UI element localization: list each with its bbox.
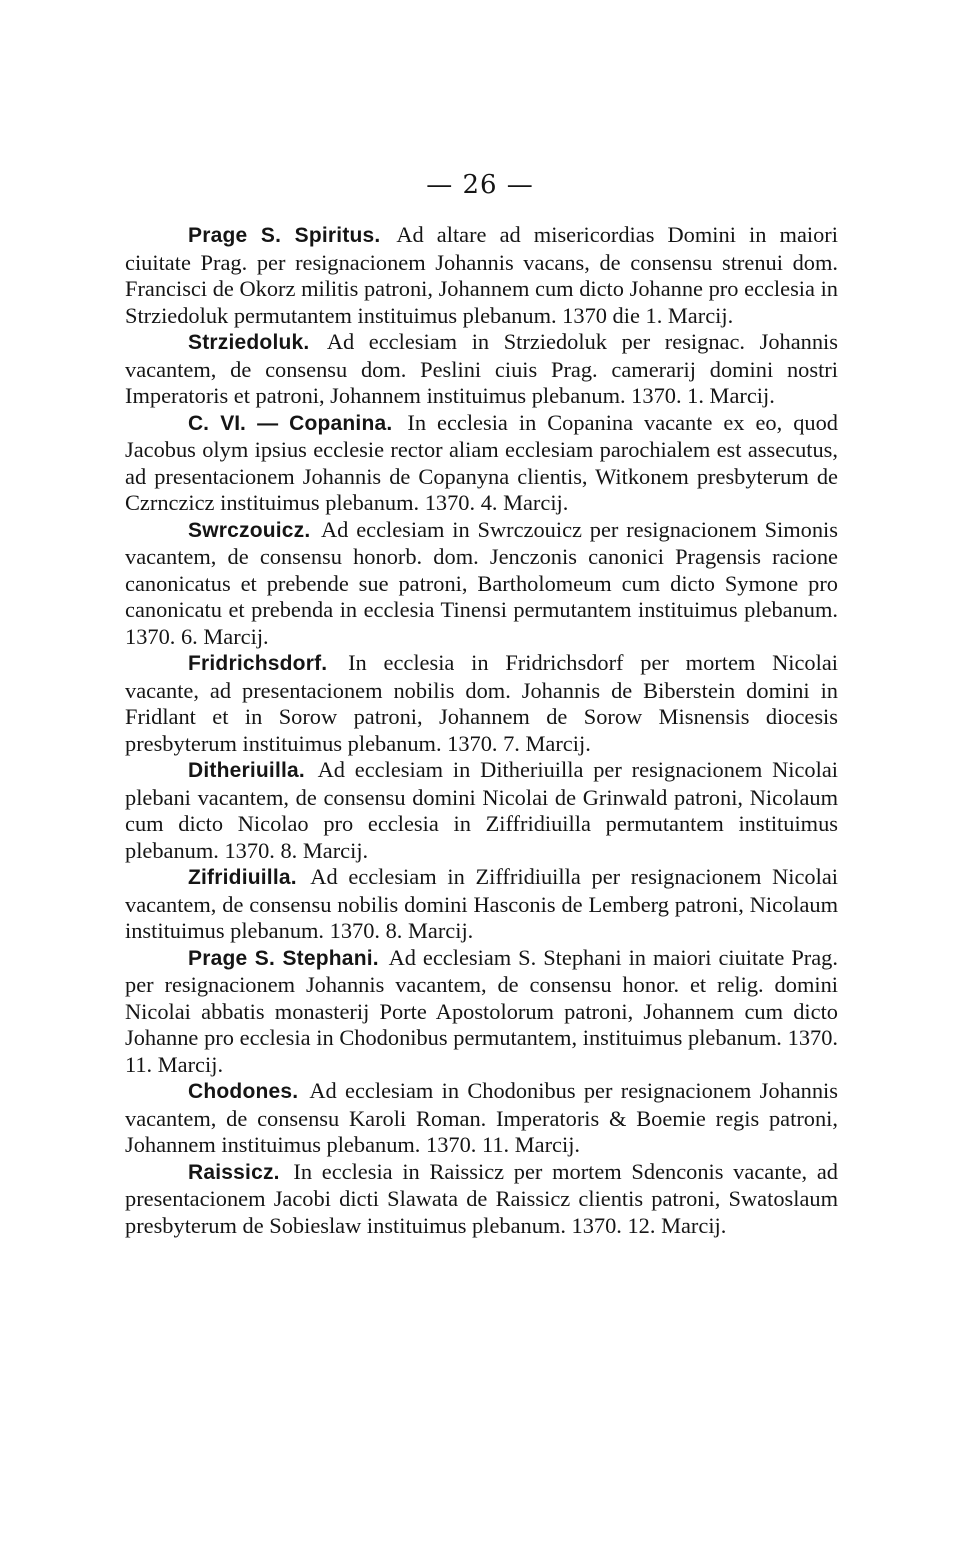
entry-heading: Prage S. Stephani.: [188, 946, 379, 970]
entry-text: Ad ecclesiam in Ziffridiuilla per resignacionem Nicolai vacantem, de consensu nobilis domini Hasconis de Lemberg patroni, Nicolaum instituimus plebanum. 1370. 8. Marcij.: [125, 864, 838, 943]
entry-text: Ad ecclesiam S. Stephani in maiori ciuitate Prag. per resignacionem Johannis vacantem, de consensu honor. et relig. domini Nicolai abbatis monasterij Porte Apostolorum patroni, Johannem cum dicto Johanne pro ecclesia in Chodonibus permutantem, instituimus plebanum. 1370. 11. Marcij.: [125, 944, 838, 1077]
entry-heading: Swrczouicz.: [188, 518, 311, 542]
entry-heading: Prage S. Spiritus.: [188, 224, 381, 247]
entry-swrczouicz: [125, 517, 838, 651]
entry-copanina: [125, 410, 838, 517]
entry-text: Ad ecclesiam in Chodonibus per resignacionem Johannis vacantem, de consensu Karoli Roman. Imperatoris & Boemie regis patroni, Johannem instituimus plebanum. 1370. 11. Marcij.: [125, 1078, 838, 1157]
page-number: — 26 —: [426, 170, 534, 200]
entry-fridrichsdorf: [125, 650, 838, 757]
entry-prage-s-spiritus: [125, 222, 838, 329]
entry-ditheriuilla: [125, 757, 838, 864]
entry-zifridiuilla: [125, 864, 838, 945]
entry-text: In ecclesia in Raissicz per mortem Sdenconis vacante, ad presentacionem Jacobi dicti Slawata de Raissicz clientis patroni, Swatoslaum presbyterum de Sobieslaw instituimus plebanum. 1370. 12. Marcij.: [125, 1158, 838, 1238]
entry-text: In ecclesia in Fridrichsdorf per mortem Nicolai vacante, ad presentacionem nobilis dom. Johannis de Biberstein domini in Fridlant et in Sorow patroni, Johannem de Sorow Misnensis diocesis presbyterum instituimus plebanum. 1370. 7. Marcij.: [125, 650, 838, 756]
entry-heading: Copanina.: [289, 411, 393, 435]
entry-heading: Ditheriuilla.: [188, 759, 305, 782]
document-body: [125, 222, 838, 1239]
entry-raissicz: [125, 1159, 838, 1240]
entry-heading: Chodones.: [188, 1080, 299, 1103]
entry-prage-s-stephani: [125, 945, 838, 1079]
entry-chodones: [125, 1078, 838, 1159]
entry-text: In ecclesia in Copanina vacante ex eo, quod Jacobus olym ipsius ecclesie rector aliam ecclesiam parochialem est assecutus, ad presentacionem Johannis de Copanyna clientis, Witkonem presbyterum de Czrnczicz instituimus plebanum. 1370. 4. Marcij.: [125, 409, 838, 515]
entry-text: Ad ecclesiam in Ditheriuilla per resignacionem Nicolai plebani vacantem, de consensu domini Nicolai de Grinwald patroni, Nicolaum cum dicto Nicolao pro ecclesia in Ziffridiuilla permutantem instituimus plebanum. 1370. 8. Marcij.: [125, 757, 838, 863]
entry-strziedoluk: [125, 329, 838, 410]
entry-heading: Fridrichsdorf.: [188, 652, 328, 675]
chapter-marker: C. VI. —: [188, 411, 279, 435]
entry-heading: Raissicz.: [188, 1160, 280, 1184]
entry-text: Ad ecclesiam in Strziedoluk per resignac. Johannis vacantem, de consensu dom. Peslini ciuis Prag. camerarij domini nostri Imperatoris et patroni, Johannem instituimus plebanum. 1370. 1. Marcij.: [125, 329, 838, 408]
entry-heading: Strziedoluk.: [188, 331, 310, 354]
entry-text: Ad ecclesiam in Swrczouicz per resignacionem Simonis vacantem, de consensu honorb. dom. Jenczonis canonici Pragensis racione canonicatus et prebende sue patroni, Bartholomeum cum dicto Symone pro canonicatu et prebenda in ecclesia Tinensi permutantem instituimus plebanum. 1370. 6. Marcij.: [125, 516, 838, 649]
entry-text: Ad altare ad misericordias Domini in maiori ciuitate Prag. per resignacionem Johannis vacans, de consensu strenui dom. Francisci de Okorz militis patroni, Johannem cum dicto Johanne pro ecclesia in Strziedoluk permutantem instituimus plebanum. 1370 die 1. Marcij.: [125, 222, 838, 328]
entry-heading: Zifridiuilla.: [188, 866, 297, 889]
